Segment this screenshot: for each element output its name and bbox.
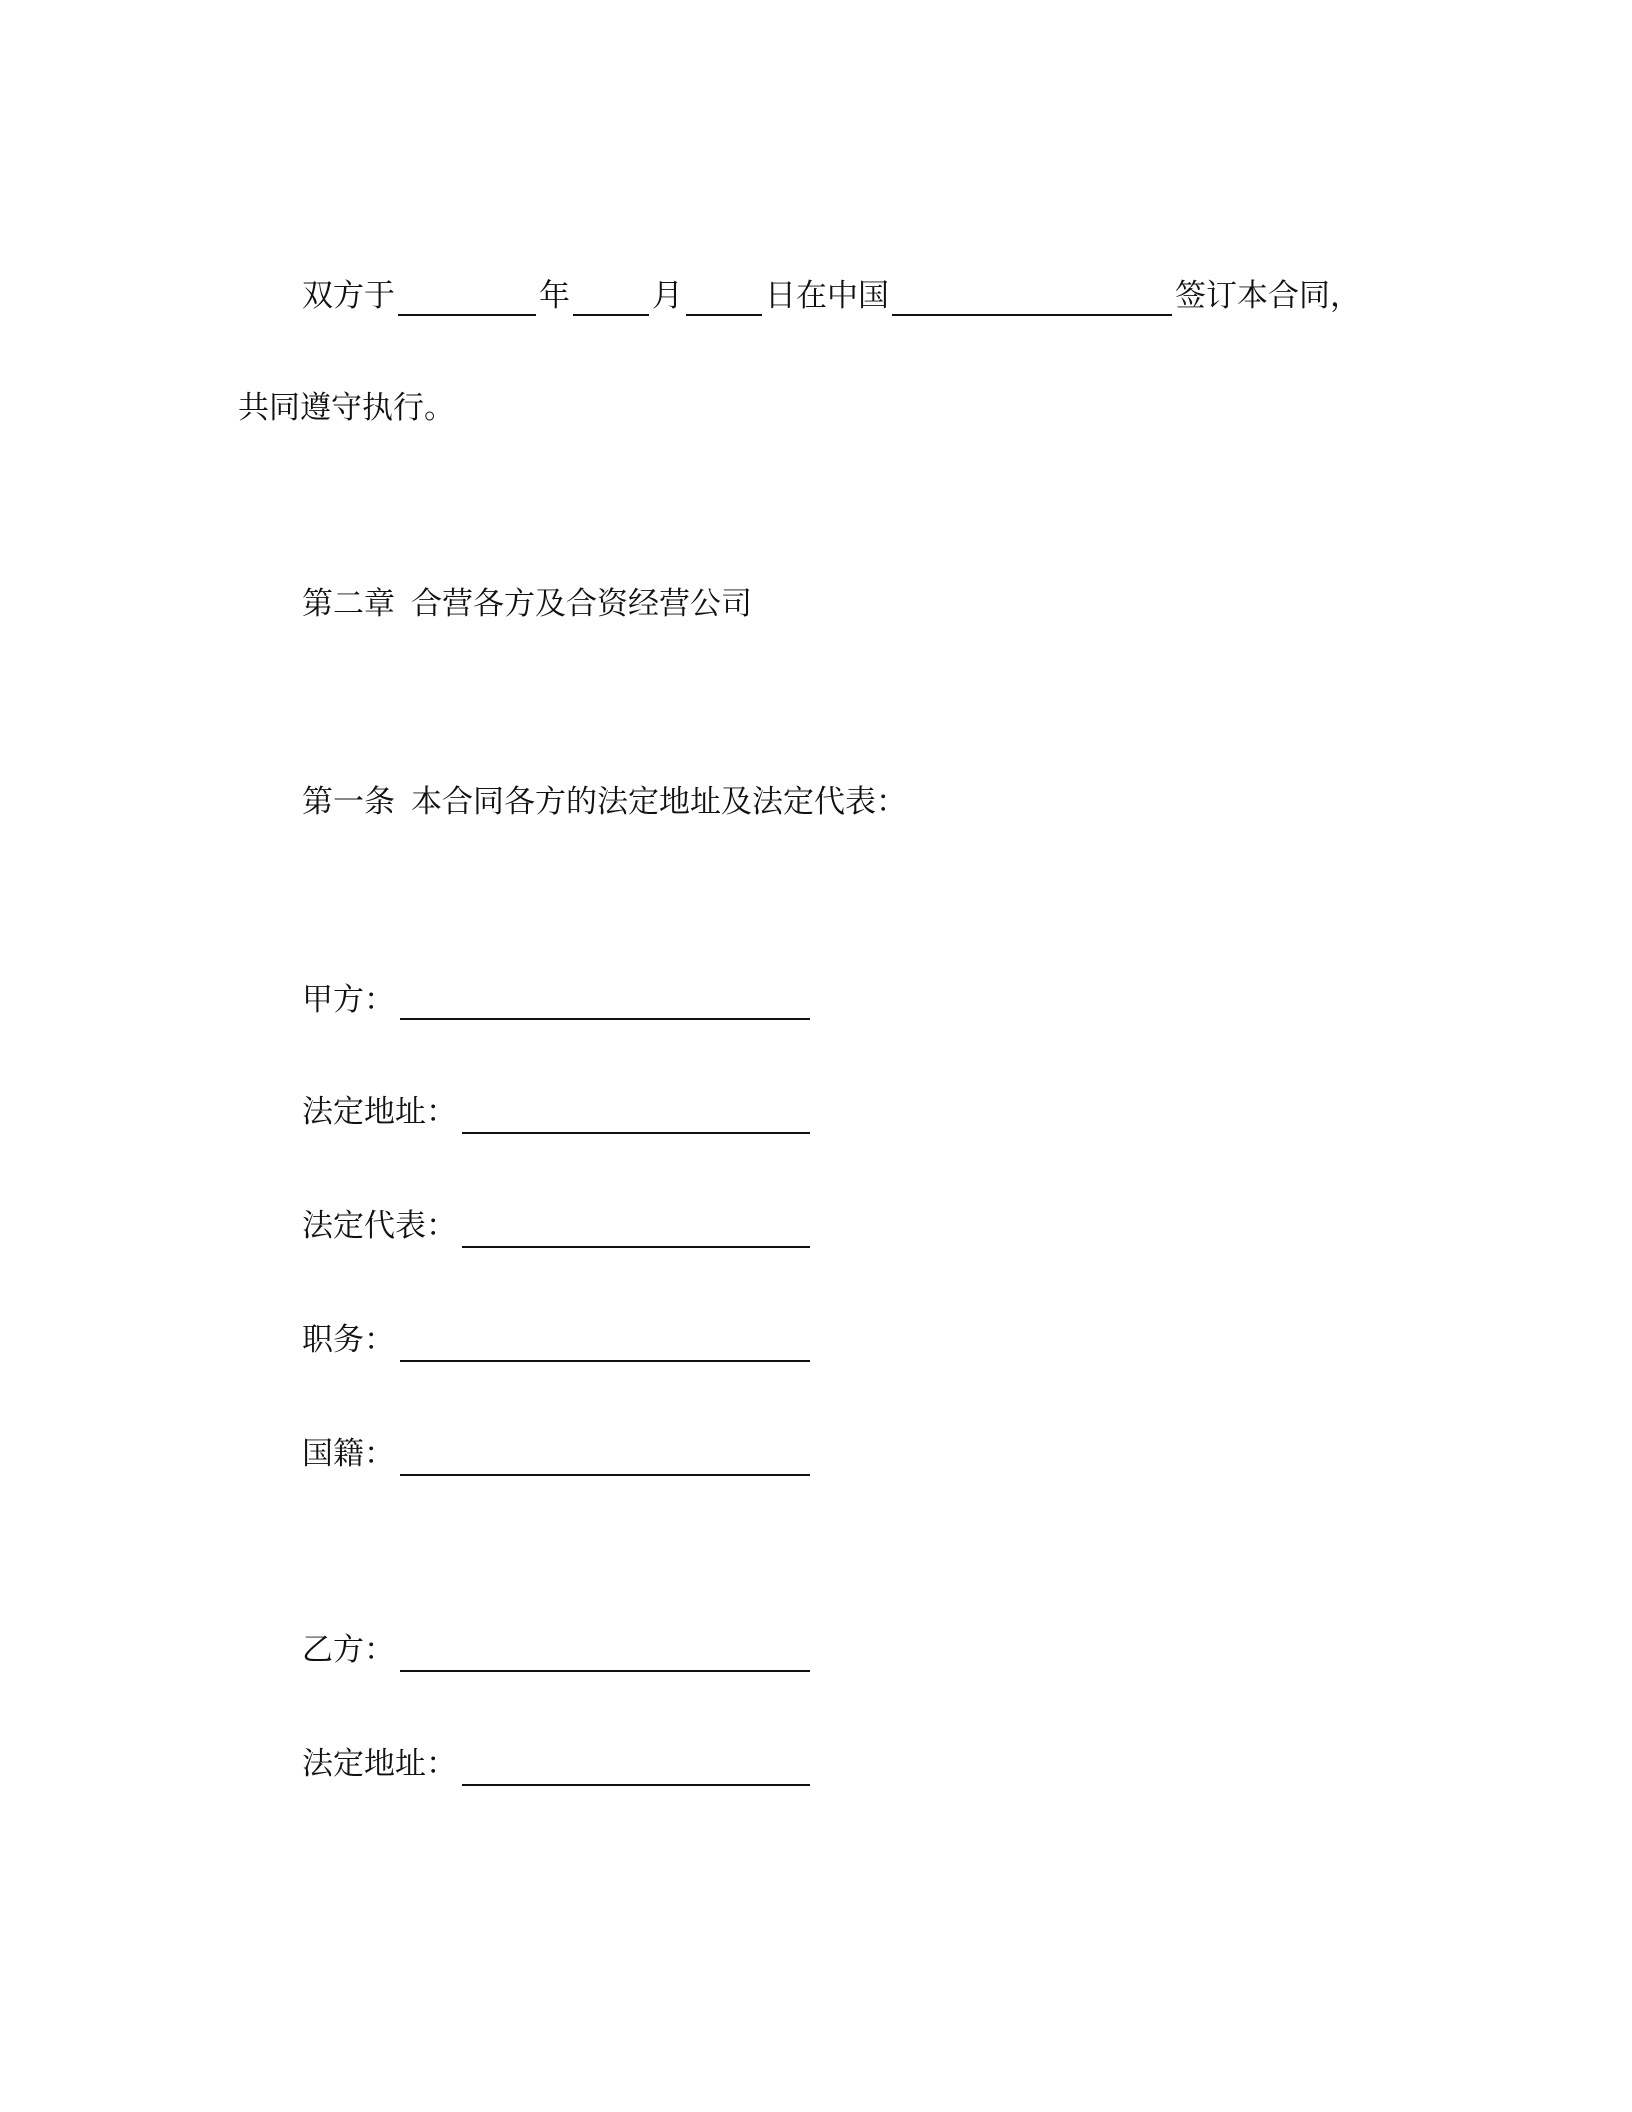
continuation-label: 共同遵守执行。 bbox=[238, 390, 455, 426]
chapter-heading bbox=[302, 584, 752, 624]
party-b-address-field[interactable] bbox=[462, 1748, 810, 1786]
month-blank[interactable] bbox=[573, 278, 649, 316]
party-b-name-label: 乙方： bbox=[302, 1632, 395, 1668]
party-a-nationality-label: 国籍： bbox=[302, 1436, 395, 1472]
party-b-name-row bbox=[302, 1630, 395, 1670]
signing-text-end: 签订本合同， bbox=[1175, 278, 1361, 314]
party-a-position-label: 职务： bbox=[302, 1322, 395, 1358]
chapter-number: 第二章 bbox=[302, 586, 395, 622]
party-a-rep-row bbox=[302, 1206, 457, 1246]
day-place-label: 日在中国 bbox=[765, 278, 889, 314]
party-a-nationality-field[interactable] bbox=[400, 1438, 810, 1476]
party-b-address-row bbox=[302, 1744, 457, 1784]
month-label: 月 bbox=[652, 278, 683, 314]
party-b-address-label: 法定地址： bbox=[302, 1746, 457, 1782]
party-a-address-row bbox=[302, 1092, 457, 1132]
chapter-title: 合营各方及合资经营公司 bbox=[411, 586, 752, 622]
party-a-name-field[interactable] bbox=[400, 982, 810, 1020]
year-label: 年 bbox=[539, 278, 570, 314]
article-heading bbox=[302, 782, 907, 822]
signing-text-start: 双方于 bbox=[302, 278, 395, 314]
party-a-nationality-row bbox=[302, 1434, 395, 1474]
party-a-address-field[interactable] bbox=[462, 1096, 810, 1134]
party-a-address-label: 法定地址： bbox=[302, 1094, 457, 1130]
place-blank[interactable] bbox=[892, 278, 1172, 316]
party-a-rep-field[interactable] bbox=[462, 1210, 810, 1248]
party-a-rep-label: 法定代表： bbox=[302, 1208, 457, 1244]
party-a-position-row bbox=[302, 1320, 395, 1360]
signing-sentence bbox=[302, 276, 1361, 316]
party-a-name-label: 甲方： bbox=[302, 982, 395, 1018]
party-b-name-field[interactable] bbox=[400, 1634, 810, 1672]
day-blank[interactable] bbox=[686, 278, 762, 316]
article-number: 第一条 bbox=[302, 784, 395, 820]
continuation-text bbox=[238, 388, 455, 428]
year-blank[interactable] bbox=[398, 278, 536, 316]
article-text: 本合同各方的法定地址及法定代表： bbox=[411, 784, 907, 820]
party-a-position-field[interactable] bbox=[400, 1324, 810, 1362]
